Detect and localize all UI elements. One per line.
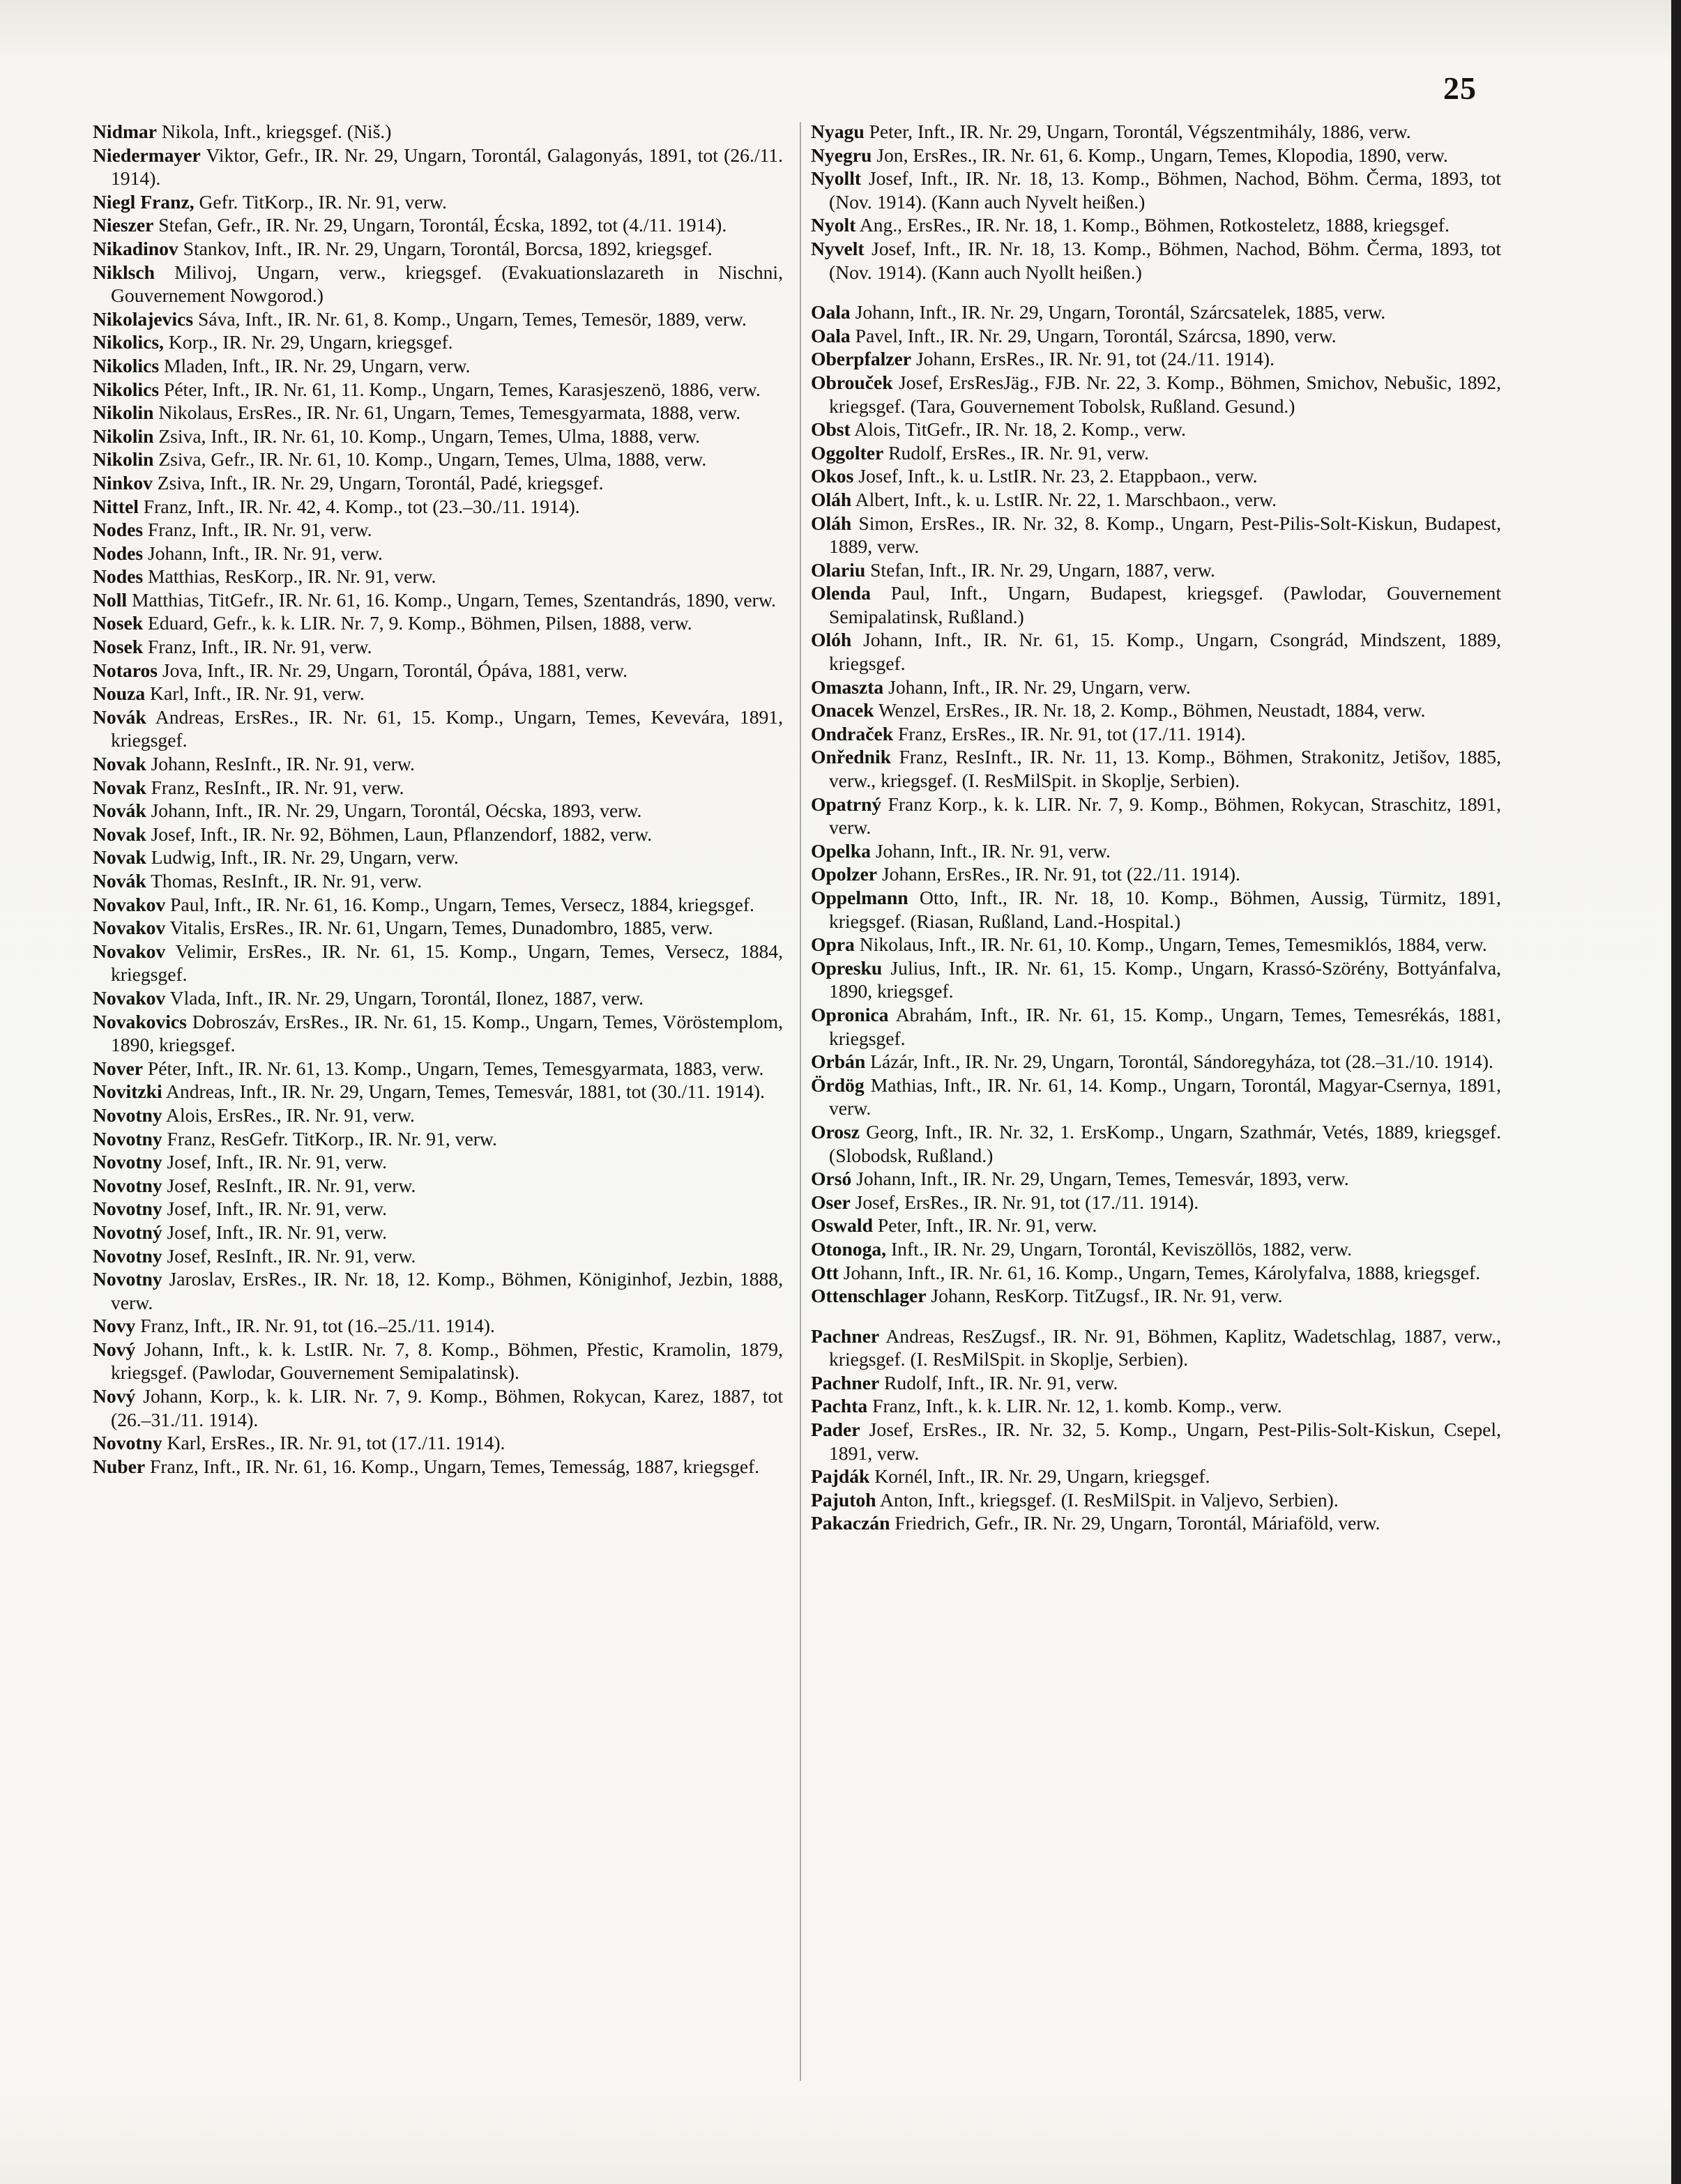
register-entry xyxy=(93,495,783,519)
entry-surname: Obrouček xyxy=(811,371,893,393)
register-entry xyxy=(93,799,783,823)
entry-surname: Nosek xyxy=(93,612,144,634)
entry-surname: Nikolics xyxy=(93,378,160,400)
entry-surname: Novotny xyxy=(93,1268,162,1290)
entry-surname: Pakaczán xyxy=(811,1512,890,1534)
register-entry xyxy=(811,581,1501,628)
register-entry xyxy=(811,628,1501,675)
entry-details: Wenzel, ErsRes., IR. Nr. 18, 2. Komp., Böhmen, Neustadt, 1884, verw. xyxy=(874,699,1426,721)
entry-details: Johann, ErsRes., IR. Nr. 91, tot (22./11. 1914). xyxy=(877,863,1240,885)
register-entry xyxy=(811,675,1501,699)
entry-surname: Niedermayer xyxy=(93,144,201,166)
entry-details: Johann, Inft., IR. Nr. 91, verw. xyxy=(143,542,383,564)
entry-details: Franz, Inft., IR. Nr. 91, verw. xyxy=(143,519,372,541)
entry-surname: Novakov xyxy=(93,940,166,962)
entry-surname: Nyagu xyxy=(811,121,865,142)
entry-details: Rudolf, Inft., IR. Nr. 91, verw. xyxy=(879,1371,1118,1393)
entry-surname: Nový xyxy=(93,1385,136,1407)
entry-details: Alois, TitGefr., IR. Nr. 18, 2. Komp., verw. xyxy=(850,418,1186,441)
entry-surname: Nyolt xyxy=(811,214,856,236)
entry-details: Jon, ErsRes., IR. Nr. 61, 6. Komp., Ungarn, Temes, Klopodia, 1890, verw. xyxy=(872,144,1448,166)
entry-details: Péter, Inft., IR. Nr. 61, 11. Komp., Ungarn, Temes, Karasjeszenö, 1886, verw. xyxy=(159,378,761,400)
entry-details: Andreas, Inft., IR. Nr. 29, Ungarn, Temes, Temesvár, 1881, tot (30./11. 1914). xyxy=(162,1080,765,1103)
entry-surname: Novotny xyxy=(93,1174,162,1196)
entry-surname: Orosz xyxy=(811,1120,860,1143)
register-entry xyxy=(93,1338,783,1384)
entry-surname: Opresku xyxy=(811,956,883,979)
entry-details: Franz Korp., k. k. LIR. Nr. 7, 9. Komp., Böhmen, Rokycan, Straschitz, 1891, verw. xyxy=(829,793,1501,839)
entry-surname: Nover xyxy=(93,1057,144,1079)
register-entry xyxy=(811,1074,1501,1120)
register-entry xyxy=(811,1003,1501,1050)
entry-details: Viktor, Gefr., IR. Nr. 29, Ungarn, Torontál, Galagonyás, 1891, tot (26./11. 1914). xyxy=(111,144,783,190)
register-entry xyxy=(811,956,1501,1003)
register-entry xyxy=(93,752,783,776)
register-entry xyxy=(811,1214,1501,1237)
entry-details: Friedrich, Gefr., IR. Nr. 29, Ungarn, Torontál, Máriaföld, verw. xyxy=(890,1512,1380,1534)
register-entry xyxy=(93,1314,783,1338)
entry-surname: Nittel xyxy=(93,495,139,517)
register-entry xyxy=(811,418,1501,441)
entry-details: Vlada, Inft., IR. Nr. 29, Ungarn, Torontál, Ilonez, 1887, verw. xyxy=(165,986,644,1009)
entry-details: Franz, ResGefr. TitKorp., IR. Nr. 91, verw. xyxy=(162,1127,497,1150)
page-number: 25 xyxy=(1443,70,1477,106)
entry-details: Rudolf, ErsRes., IR. Nr. 91, verw. xyxy=(883,441,1149,464)
entry-surname: Novak xyxy=(93,753,146,775)
register-entry xyxy=(93,1431,783,1455)
entry-details: Nikolaus, ErsRes., IR. Nr. 61, Ungarn, Temes, Temesgyarmata, 1888, verw. xyxy=(153,402,741,424)
entry-surname: Pajutoh xyxy=(811,1488,876,1511)
entry-details: Stankov, Inft., IR. Nr. 29, Ungarn, Torontál, Borcsa, 1892, kriegsgef. xyxy=(178,237,713,259)
entry-details: Josef, ResInft., IR. Nr. 91, verw. xyxy=(162,1174,416,1196)
entry-surname: Oser xyxy=(811,1191,851,1213)
entry-details: Johann, ResKorp. TitZugsf., IR. Nr. 91, verw. xyxy=(926,1285,1283,1307)
entry-details: Karl, ErsRes., IR. Nr. 91, tot (17./11. 1914). xyxy=(162,1432,505,1454)
entry-surname: Opra xyxy=(811,933,855,956)
entry-surname: Novy xyxy=(93,1315,136,1337)
entry-surname: Obst xyxy=(811,418,851,441)
register-entry xyxy=(93,213,783,237)
entry-surname: Okos xyxy=(811,465,854,487)
entry-surname: Novotny xyxy=(93,1198,162,1220)
entry-details: Velimir, ErsRes., IR. Nr. 61, 15. Komp., Ungarn, Temes, Versecz, 1884, kriegsgef. xyxy=(111,940,783,986)
register-entry xyxy=(811,1191,1501,1214)
register-entry xyxy=(93,120,783,144)
register-entry xyxy=(811,441,1501,465)
register-entry xyxy=(93,542,783,565)
entry-surname: Nodes xyxy=(93,565,144,588)
entry-surname: Novak xyxy=(93,776,146,798)
register-entry xyxy=(811,324,1501,348)
entry-details: Ang., ErsRes., IR. Nr. 18, 1. Komp., Böhmen, Rotkosteletz, 1888, kriegsgef. xyxy=(855,214,1450,236)
entry-details: Stefan, Inft., IR. Nr. 29, Ungarn, 1887, verw. xyxy=(865,558,1215,581)
entry-details: Dobroszáv, ErsRes., IR. Nr. 61, 15. Komp., Ungarn, Temes, Vöröstemplom, 1890, kriegsgef. xyxy=(111,1010,783,1056)
entry-details: Franz, Inft., IR. Nr. 91, tot (16.–25./11. 1914). xyxy=(135,1315,495,1337)
entry-surname: Novotny xyxy=(93,1432,162,1454)
entry-details: Kornél, Inft., IR. Nr. 29, Ungarn, kriegsgef. xyxy=(869,1465,1210,1488)
register-entry xyxy=(93,354,783,378)
entry-details: Josef, Inft., IR. Nr. 18, 13. Komp., Böhmen, Nachod, Böhm. Čerma, 1893, tot (Nov. 1914). (Kann auch Nyvelt heißen.) xyxy=(829,167,1501,213)
register-entry xyxy=(93,1080,783,1104)
entry-details: Nikola, Inft., kriegsgef. (Niš.) xyxy=(156,121,392,142)
entry-details: Franz, ResInft., IR. Nr. 91, verw. xyxy=(146,776,404,798)
entry-details: Josef, ErsRes., IR. Nr. 32, 5. Komp., Ungarn, Pest-Pilis-Solt-Kiskun, Csepel, 1891, verw. xyxy=(829,1419,1501,1464)
entry-surname: Nyegru xyxy=(811,144,872,166)
entry-surname: Nodes xyxy=(93,542,144,564)
entry-surname: Nikolin xyxy=(93,425,154,447)
entry-surname: Novotny xyxy=(93,1127,162,1150)
register-entry xyxy=(811,1120,1501,1167)
entry-details: Franz, Inft., IR. Nr. 42, 4. Komp., tot (23.–30./11. 1914). xyxy=(138,495,580,517)
register-entry xyxy=(93,565,783,588)
entry-surname: Oala xyxy=(811,324,851,346)
register-entry xyxy=(93,330,783,354)
entry-details: Johann, ErsRes., IR. Nr. 91, tot (24./11. 1914). xyxy=(911,348,1275,370)
entry-surname: Nikolics, xyxy=(93,331,164,353)
register-entry xyxy=(811,862,1501,886)
entry-surname: Nosek xyxy=(93,636,144,658)
entry-surname: Nouza xyxy=(93,682,146,705)
entry-surname: Notaros xyxy=(93,659,158,681)
entry-details: Johann, Inft., IR. Nr. 61, 16. Komp., Ungarn, Temes, Károlyfalva, 1888, kriegsgef. xyxy=(838,1261,1481,1283)
entry-details: Josef, ResInft., IR. Nr. 91, verw. xyxy=(162,1244,416,1267)
register-entry xyxy=(811,886,1501,933)
entry-details: Zsiva, Inft., IR. Nr. 29, Ungarn, Torontál, Padé, kriegsgef. xyxy=(152,471,604,494)
entry-surname: Novák xyxy=(93,800,146,822)
register-entry xyxy=(93,1455,783,1479)
entry-surname: Novak xyxy=(93,846,146,869)
register-entry xyxy=(93,1221,783,1244)
register-entry xyxy=(93,1010,783,1057)
register-entry xyxy=(811,1324,1501,1371)
register-entry xyxy=(93,1384,783,1431)
register-entry xyxy=(93,448,783,471)
register-entry xyxy=(811,1394,1501,1418)
entry-details: Josef, Inft., k. u. LstIR. Nr. 23, 2. Etappbaon., verw. xyxy=(853,465,1258,487)
entry-details: Gefr. TitKorp., IR. Nr. 91, verw. xyxy=(194,190,447,213)
entry-surname: Nieszer xyxy=(93,214,154,236)
entry-details: Ludwig, Inft., IR. Nr. 29, Ungarn, verw. xyxy=(146,846,459,869)
register-entry xyxy=(93,940,783,986)
entry-surname: Otonoga, xyxy=(811,1237,887,1260)
register-entry xyxy=(93,307,783,331)
entry-details: Andreas, ErsRes., IR. Nr. 61, 15. Komp., Ungarn, Temes, Kevevára, 1891, kriegsgef. xyxy=(111,705,783,751)
entry-surname: Nodes xyxy=(93,519,144,541)
entry-details: Franz, Inft., IR. Nr. 61, 16. Komp., Ungarn, Temes, Temesság, 1887, kriegsgef. xyxy=(145,1455,760,1477)
register-entry xyxy=(811,213,1501,237)
register-entry xyxy=(93,261,783,307)
register-entry xyxy=(93,425,783,448)
entry-details: Josef, Inft., IR. Nr. 92, Böhmen, Laun, Pflanzendorf, 1882, verw. xyxy=(146,823,653,845)
entry-details: Zsiva, Inft., IR. Nr. 61, 10. Komp., Ungarn, Temes, Ulma, 1888, verw. xyxy=(153,425,701,447)
register-entry xyxy=(93,705,783,752)
entry-surname: Oggolter xyxy=(811,441,884,464)
entry-surname: Nidmar xyxy=(93,121,157,142)
entry-surname: Novakov xyxy=(93,986,166,1009)
entry-surname: Ninkov xyxy=(93,471,153,494)
register-entry xyxy=(811,1167,1501,1191)
register-entry xyxy=(811,512,1501,558)
register-entry xyxy=(811,1488,1501,1512)
register-entry xyxy=(811,464,1501,488)
register-entry xyxy=(93,659,783,682)
register-entry xyxy=(811,1261,1501,1285)
entry-surname: Opolzer xyxy=(811,863,878,885)
register-entry xyxy=(811,1511,1501,1535)
entry-details: Johann, Korp., k. k. LIR. Nr. 7, 9. Komp., Böhmen, Rokycan, Karez, 1887, tot (26.–31./11. 1914). xyxy=(111,1385,783,1430)
entry-surname: Ondraček xyxy=(811,722,894,744)
register-entry xyxy=(811,237,1501,284)
entry-details: Pavel, Inft., IR. Nr. 29, Ungarn, Torontál, Szárcsa, 1890, verw. xyxy=(850,324,1337,346)
entry-details: Johann, Inft., IR. Nr. 91, verw. xyxy=(870,839,1111,862)
entry-surname: Novotný xyxy=(93,1221,162,1243)
entry-surname: Ott xyxy=(811,1261,839,1283)
entry-details: Johann, ResInft., IR. Nr. 91, verw. xyxy=(146,753,415,775)
register-entry xyxy=(811,698,1501,722)
entry-details: Karl, Inft., IR. Nr. 91, verw. xyxy=(145,682,365,705)
register-entry xyxy=(811,839,1501,863)
register-entry xyxy=(811,347,1501,371)
register-entry xyxy=(811,793,1501,839)
entry-details: Johann, Inft., IR. Nr. 29, Ungarn, verw. xyxy=(883,675,1191,698)
entry-surname: Onřednik xyxy=(811,746,892,768)
entry-surname: Olenda xyxy=(811,582,871,604)
register-entry xyxy=(811,300,1501,324)
register-entry xyxy=(93,1267,783,1314)
entry-surname: Opronica xyxy=(811,1003,889,1025)
entry-surname: Niegl Franz, xyxy=(93,190,195,213)
entry-details: Johann, Inft., IR. Nr. 29, Ungarn, Torontál, Szárcsatelek, 1885, verw. xyxy=(850,301,1386,323)
entry-details: Vitalis, ErsRes., IR. Nr. 61, Ungarn, Temes, Dunadombro, 1885, verw. xyxy=(165,917,713,939)
register-entry xyxy=(811,745,1501,792)
entry-details: Nikolaus, Inft., IR. Nr. 61, 10. Komp., Ungarn, Temes, Temesmiklós, 1884, verw. xyxy=(854,933,1487,956)
entry-surname: Ottenschlager xyxy=(811,1285,927,1307)
entry-details: Péter, Inft., IR. Nr. 61, 13. Komp., Ungarn, Temes, Temesgyarmata, 1883, verw. xyxy=(143,1057,764,1079)
entry-surname: Pachner xyxy=(811,1371,880,1393)
entry-surname: Orbán xyxy=(811,1051,866,1073)
entry-details: Georg, Inft., IR. Nr. 32, 1. ErsKomp., Ungarn, Szathmár, Vetés, 1889, kriegsgef. (Slobodsk, Rußland.) xyxy=(829,1120,1501,1166)
register-entry xyxy=(93,588,783,612)
entry-surname: Nyvelt xyxy=(811,237,865,259)
entry-surname: Nikolajevics xyxy=(93,307,194,330)
register-entry xyxy=(811,1237,1501,1261)
entry-details: Josef, ErsRes., IR. Nr. 91, tot (17./11. 1914). xyxy=(850,1191,1199,1213)
entry-surname: Novák xyxy=(93,870,146,892)
entry-surname: Nikolics xyxy=(93,354,160,376)
register-entry xyxy=(811,371,1501,418)
entry-surname: Olariu xyxy=(811,558,866,581)
entry-surname: Oberpfalzer xyxy=(811,348,912,370)
entry-details: Franz, Inft., k. k. LIR. Nr. 12, 1. komb. Komp., verw. xyxy=(867,1395,1282,1417)
column-divider xyxy=(800,122,801,2081)
right-column xyxy=(811,120,1501,1535)
register-entry xyxy=(811,1284,1501,1308)
register-entry xyxy=(93,144,783,190)
entry-details: Mladen, Inft., IR. Nr. 29, Ungarn, verw. xyxy=(159,354,471,376)
register-entry xyxy=(811,1465,1501,1488)
entry-surname: Nuber xyxy=(93,1455,146,1477)
entry-details: Franz, ResInft., IR. Nr. 11, 13. Komp., Böhmen, Strakonitz, Jetišov, 1885, verw., kriegsgef. (I. ResMilSpit. in Skoplje, Serbien). xyxy=(829,746,1501,792)
register-entry xyxy=(93,518,783,542)
entry-details: Josef, ErsResJäg., FJB. Nr. 22, 3. Komp., Böhmen, Smichov, Nebušic, 1892, kriegsgef. (Tara, Gouvernement Tobolsk, Rußland. Gesund.) xyxy=(829,371,1501,417)
entry-surname: Orsó xyxy=(811,1168,852,1190)
register-entry xyxy=(811,1371,1501,1395)
register-entry xyxy=(811,144,1501,167)
register-entry xyxy=(93,1104,783,1127)
entry-surname: Niklsch xyxy=(93,261,155,283)
entry-details: Matthias, ResKorp., IR. Nr. 91, verw. xyxy=(143,565,436,588)
entry-details: Johann, Inft., IR. Nr. 29, Ungarn, Temes, Temesvár, 1893, verw. xyxy=(851,1168,1349,1190)
entry-details: Peter, Inft., IR. Nr. 29, Ungarn, Torontál, Végszentmihály, 1886, verw. xyxy=(864,121,1411,142)
entry-details: Johann, Inft., k. k. LstIR. Nr. 7, 8. Komp., Böhmen, Přestic, Kramolin, 1879, kriegsgef. (Pawlodar, Gouvernement Semipalatinsk). xyxy=(111,1338,783,1384)
entry-details: Lázár, Inft., IR. Nr. 29, Ungarn, Torontál, Sándoregyháza, tot (28.–31./10. 1914). xyxy=(865,1051,1493,1073)
entry-surname: Pajdák xyxy=(811,1465,870,1488)
register-entry xyxy=(811,167,1501,213)
entry-details: Albert, Inft., k. u. LstIR. Nr. 22, 1. Marschbaon., verw. xyxy=(851,488,1277,510)
register-entry xyxy=(93,378,783,402)
entry-details: Andreas, ResZugsf., IR. Nr. 91, Böhmen, Kaplitz, Wadetschlag, 1887, verw., kriegsgef. (I. ResMilSpit. in Skoplje, Serbien). xyxy=(829,1324,1501,1370)
entry-details: Johann, Inft., IR. Nr. 61, 15. Komp., Ungarn, Csongrád, Mindszent, 1889, kriegsgef. xyxy=(829,629,1501,675)
entry-surname: Nikadinov xyxy=(93,237,178,259)
register-entry xyxy=(93,776,783,800)
entry-surname: Pachta xyxy=(811,1395,868,1417)
register-entry xyxy=(93,611,783,635)
entry-surname: Novotny xyxy=(93,1104,162,1126)
entry-details: Alois, ErsRes., IR. Nr. 91, verw. xyxy=(162,1104,415,1126)
entry-details: Zsiva, Gefr., IR. Nr. 61, 10. Komp., Ungarn, Temes, Ulma, 1888, verw. xyxy=(153,448,707,471)
entry-details: Thomas, ResInft., IR. Nr. 91, verw. xyxy=(146,870,423,892)
entry-surname: Novotny xyxy=(93,1244,162,1267)
register-entry xyxy=(93,1174,783,1198)
register-entry xyxy=(811,722,1501,746)
entry-surname: Oala xyxy=(811,301,851,323)
entry-details: Paul, Inft., Ungarn, Budapest, kriegsgef. (Pawlodar, Gouvernement Semipalatinsk, Rußland.) xyxy=(829,582,1501,627)
register-entry xyxy=(93,823,783,846)
entry-details: Simon, ErsRes., IR. Nr. 32, 8. Komp., Ungarn, Pest-Pilis-Solt-Kiskun, Budapest, 1889, verw. xyxy=(829,512,1501,558)
entry-details: Josef, Inft., IR. Nr. 18, 13. Komp., Böhmen, Nachod, Böhm. Čerma, 1893, tot (Nov. 1914). (Kann auch Nyollt heißen.) xyxy=(829,237,1501,283)
entry-surname: Novotny xyxy=(93,1151,162,1173)
entry-surname: Pachner xyxy=(811,1324,880,1347)
register-entry xyxy=(93,1244,783,1268)
entry-surname: Novakov xyxy=(93,893,166,915)
register-entry xyxy=(93,682,783,705)
entry-surname: Nikolin xyxy=(93,448,154,471)
entry-details: Jaroslav, ErsRes., IR. Nr. 18, 12. Komp., Böhmen, Königinhof, Jezbin, 1888, verw. xyxy=(111,1268,783,1313)
entry-details: Josef, Inft., IR. Nr. 91, verw. xyxy=(162,1151,388,1173)
entry-surname: Ördög xyxy=(811,1074,865,1096)
register-entry xyxy=(93,401,783,425)
entry-details: Anton, Inft., kriegsgef. (I. ResMilSpit. in Valjevo, Serbien). xyxy=(876,1488,1339,1511)
register-entry xyxy=(93,893,783,917)
entry-details: Otto, Inft., IR. Nr. 18, 10. Komp., Böhmen, Aussig, Türmitz, 1891, kriegsgef. (Riasan, Rußland, Land.-Hospital.) xyxy=(829,887,1501,932)
register-entry xyxy=(93,190,783,214)
register-entry xyxy=(811,488,1501,512)
register-entry xyxy=(93,986,783,1010)
register-entry xyxy=(93,916,783,940)
entry-details: Julius, Inft., IR. Nr. 61, 15. Komp., Ungarn, Krassó-Szörény, Bottyánfalva, 1890, kriegsgef. xyxy=(829,956,1501,1002)
left-column xyxy=(93,120,783,1478)
entry-details: Josef, Inft., IR. Nr. 91, verw. xyxy=(162,1198,388,1220)
entry-details: Matthias, TitGefr., IR. Nr. 61, 16. Komp., Ungarn, Temes, Szentandrás, 1890, verw. xyxy=(127,588,776,611)
entry-surname: Novakovics xyxy=(93,1010,187,1032)
entry-surname: Nyollt xyxy=(811,167,862,190)
entry-surname: Novitzki xyxy=(93,1080,162,1103)
register-entry xyxy=(811,1050,1501,1074)
entry-details: Johann, Inft., IR. Nr. 29, Ungarn, Torontál, Oécska, 1893, verw. xyxy=(146,800,642,822)
entry-details: Milivoj, Ungarn, verw., kriegsgef. (Evakuationslazareth in Nischni, Gouvernement Nowgorod.) xyxy=(111,261,783,307)
entry-surname: Opelka xyxy=(811,839,871,862)
entry-surname: Novakov xyxy=(93,917,166,939)
register-entry xyxy=(811,933,1501,956)
register-entry xyxy=(811,1418,1501,1465)
entry-details: Abrahám, Inft., IR. Nr. 61, 15. Komp., Ungarn, Temes, Temesrékás, 1881, kriegsgef. xyxy=(829,1003,1501,1049)
register-entry xyxy=(93,1127,783,1151)
entry-surname: Noll xyxy=(93,588,128,611)
entry-details: Josef, Inft., IR. Nr. 91, verw. xyxy=(162,1221,388,1243)
entry-surname: Opatrný xyxy=(811,793,882,815)
entry-surname: Novák xyxy=(93,705,146,728)
entry-surname: Oláh xyxy=(811,488,852,510)
register-entry xyxy=(93,1150,783,1174)
entry-details: Eduard, Gefr., k. k. LIR. Nr. 7, 9. Komp., Böhmen, Pilsen, 1888, verw. xyxy=(143,612,692,634)
entry-details: Inft., IR. Nr. 29, Ungarn, Torontál, Keviszöllös, 1882, verw. xyxy=(886,1237,1352,1260)
register-entry xyxy=(93,1197,783,1221)
register-entry xyxy=(93,237,783,261)
entry-surname: Oppelmann xyxy=(811,887,908,908)
entry-surname: Oswald xyxy=(811,1214,873,1237)
register-entry xyxy=(811,120,1501,144)
entry-surname: Novak xyxy=(93,823,146,845)
entry-surname: Onacek xyxy=(811,699,874,721)
entry-surname: Nikolin xyxy=(93,402,154,424)
entry-details: Franz, Inft., IR. Nr. 91, verw. xyxy=(143,636,372,658)
entry-details: Peter, Inft., IR. Nr. 91, verw. xyxy=(872,1214,1097,1237)
entry-details: Korp., IR. Nr. 29, Ungarn, kriegsgef. xyxy=(163,331,453,353)
entry-surname: Nový xyxy=(93,1338,136,1360)
register-entry xyxy=(93,846,783,869)
register-entry xyxy=(93,471,783,495)
entry-surname: Pader xyxy=(811,1419,860,1441)
entry-surname: Omaszta xyxy=(811,675,884,698)
entry-details: Stefan, Gefr., IR. Nr. 29, Ungarn, Torontál, Écska, 1892, tot (4./11. 1914). xyxy=(153,214,727,236)
entry-details: Mathias, Inft., IR. Nr. 61, 14. Komp., Ungarn, Torontál, Magyar-Csernya, 1891, verw. xyxy=(829,1074,1501,1120)
register-entry xyxy=(811,558,1501,582)
scan-border xyxy=(1671,0,1681,2184)
entry-details: Paul, Inft., IR. Nr. 61, 16. Komp., Ungarn, Temes, Versecz, 1884, kriegsgef. xyxy=(165,893,754,915)
register-entry xyxy=(93,635,783,659)
register-entry xyxy=(93,1057,783,1080)
entry-surname: Olóh xyxy=(811,629,852,651)
entry-surname: Oláh xyxy=(811,512,852,534)
register-entry xyxy=(93,869,783,893)
entry-details: Franz, ErsRes., IR. Nr. 91, tot (17./11. 1914). xyxy=(893,722,1246,744)
entry-details: Sáva, Inft., IR. Nr. 61, 8. Komp., Ungarn, Temes, Temesör, 1889, verw. xyxy=(193,307,747,330)
entry-details: Jova, Inft., IR. Nr. 29, Ungarn, Torontál, Ópáva, 1881, verw. xyxy=(158,659,627,681)
